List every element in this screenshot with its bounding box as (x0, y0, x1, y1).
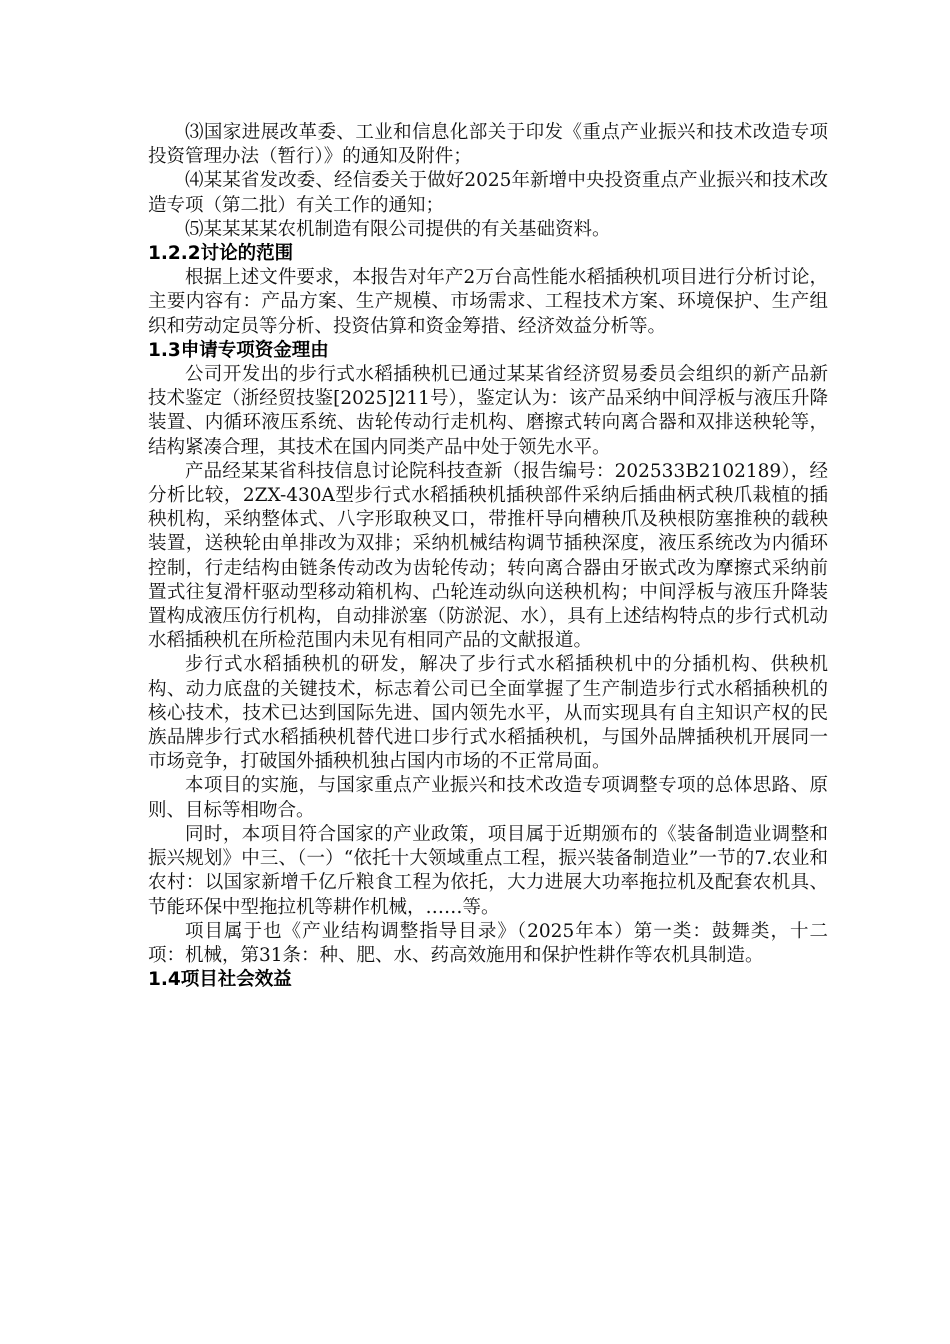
reference-item-4: ⑷某某省发改委、经信委关于做好2025年新增中央投资重点产业振兴和技术改造专项（第二批）有关工作的通知； (148, 170, 828, 216)
section-heading-1-2-2: 1.2.2讨论的范围 (148, 243, 294, 265)
alignment-paragraph: 本项目的实施，与国家重点产业振兴和技术改造专项调整专项的总体思路、原则、目标等相吻合。 (148, 775, 828, 821)
scope-paragraph: 根据上述文件要求，本报告对年产2万台高性能水稻插秧机项目进行分析讨论，主要内容有：产品方案、生产规模、市场需求、工程技术方案、环境保护、生产组织和劳动定员等分析、投资估算和资金筹措、经济效益分析等。 (148, 267, 828, 337)
reference-item-3: ⑶国家进展改革委、工业和信息化部关于印发《重点产业振兴和技术改造专项投资管理办法（暂行）》的通知及附件； (148, 122, 828, 168)
section-heading-1-3: 1.3申请专项资金理由 (148, 339, 329, 361)
section-heading-1-4: 1.4项目社会效益 (148, 969, 292, 991)
policy-paragraph: 同时，本项目符合国家的产业政策，项目属于近期颁布的《装备制造业调整和振兴规划》中三、（一）“依托十大领域重点工程，振兴装备制造业”一节的7.农业和农村：以国家新增千亿斤粮食工程为依托，大力进展大功率拖拉机及配套农机具、节能环保中型拖拉机等耕作机械，……等。 (148, 823, 828, 918)
novelty-search-paragraph: 产品经某某省科技信息讨论院科技查新（报告编号：202533B2102189），经分析比较，2ZX-430A型步行式水稻插秧机插秧部件采纳后插曲柄式秧爪栽植的插秧机构，采纳整体式、八字形取秧叉口，带推杆导向槽秧爪及秧根防塞推秧的载秧装置，送秧轮由单排改为双排；采纳机械结构调节插秧深度，液压系统改为内循环控制，行走结构由链条传动改为齿轮传动；转向离合器由牙嵌式改为摩擦式采纳前置式往复滑杆驱动型移动箱机构、凸轮连动纵向送秧机构；中间浮板与液压升降装置构成液压仿行机构，自动排淤塞（防淤泥、水），具有上述结构特点的步行式机动水稻插秧机在所检范围内未见有相同产品的文献报道。 (148, 460, 828, 652)
catalogue-paragraph: 项目属于也《产业结构调整指导目录》（2025年本）第一类：鼓舞类，十二项：机械，第31条：种、肥、水、药高效施用和保护性耕作等农机具制造。 (148, 920, 828, 966)
development-paragraph: 步行式水稻插秧机的研发，解决了步行式水稻插秧机中的分插机构、供秧机构、动力底盘的关键技术，标志着公司已全面掌握了生产制造步行式水稻插秧机的核心技术，技术已达到国际先进、国内领先水平，从而实现具有自主知识产权的民族品牌步行式水稻插秧机替代进口步行式水稻插秧机，与国外品牌插秧机开展同一市场竞争，打破国外插秧机独占国内市场的不正常局面。 (148, 654, 828, 773)
appraisal-paragraph: 公司开发出的步行式水稻插秧机已通过某某省经济贸易委员会组织的新产品新技术鉴定（浙经贸技鉴[2025]211号），鉴定认为：该产品采纳中间浮板与液压升降装置、内循环液压系统、齿轮传动行走机构、磨擦式转向离合器和双排送秧轮等，结构紧凑合理，其技术在国内同类产品中处于领先水平。 (148, 364, 828, 458)
document-page (148, 121, 828, 992)
reference-item-5: ⑸某某某某农机制造有限公司提供的有关基础资料。 (185, 218, 611, 240)
